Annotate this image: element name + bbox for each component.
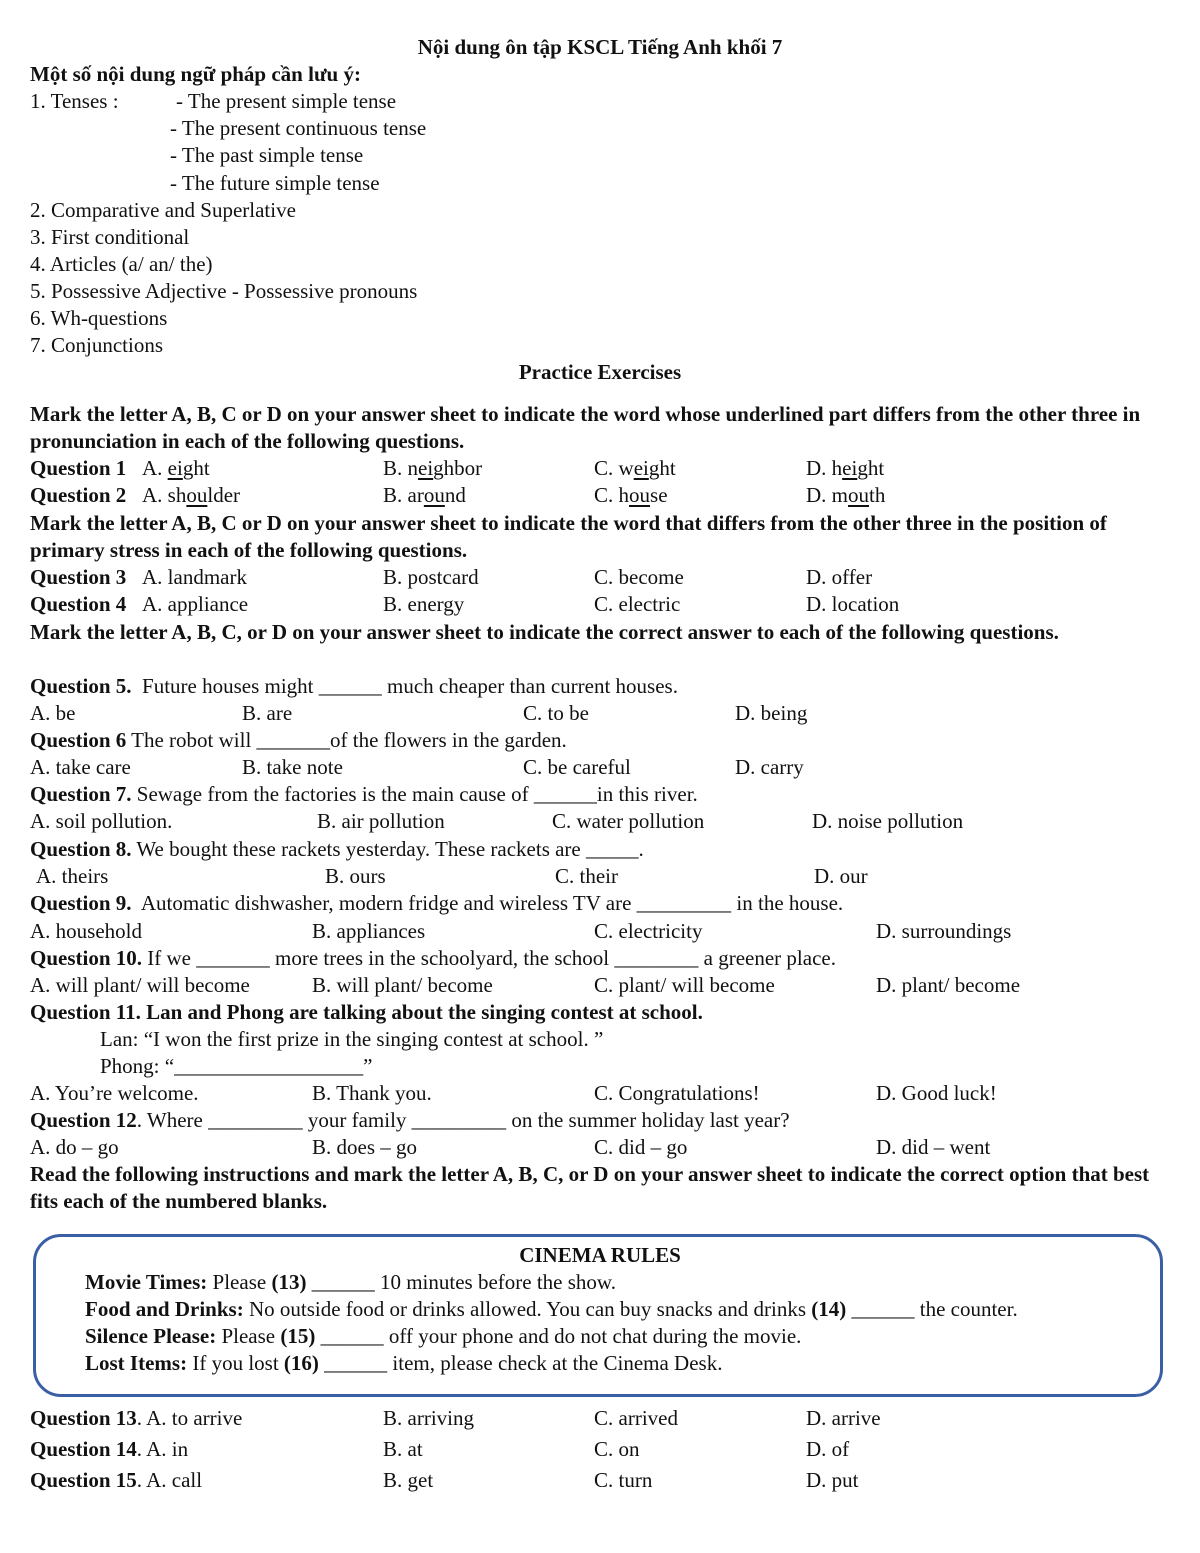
question-stem: Question 9. Automatic dishwasher, modern fridge and wireless TV are _________ in the house. [30, 891, 844, 915]
question-stem: Question 11. Lan and Phong are talking about the singing contest at school. [30, 1000, 703, 1024]
option-c: C. Congratulations! [594, 1081, 760, 1105]
option-a: A. landmark [142, 565, 247, 589]
option-c: C. house [594, 483, 668, 507]
option-c: C. did – go [594, 1135, 688, 1159]
option-b: B. postcard [383, 565, 479, 589]
option-d: D. our [814, 864, 868, 888]
option-d: D. carry [735, 755, 804, 779]
question-stem: Question 12. Where _________ your family _________ on the summer holiday last year? [30, 1108, 790, 1132]
option-a: A. theirs [36, 864, 109, 888]
option-b: B. are [242, 701, 293, 725]
option-b: B. around [383, 483, 466, 507]
option-d: D. being [735, 701, 808, 725]
option-c: C. weight [594, 456, 676, 480]
option-a: A. shoulder [142, 483, 241, 507]
option-a: A. appliance [142, 592, 249, 616]
grammar-tense-item: - The present simple tense [176, 89, 397, 113]
practice-title: Practice Exercises [518, 360, 682, 384]
option-b: B. energy [383, 592, 465, 616]
option-b: B. appliances [312, 919, 426, 943]
question-row: Question 15. A. call [30, 1468, 203, 1492]
cinema-rule: Movie Times: Please (13) ______ 10 minutes before the show. [85, 1270, 616, 1294]
option-b: B. get [383, 1468, 434, 1492]
option-d: D. put [806, 1468, 859, 1492]
cinema-rules-title: CINEMA RULES [519, 1243, 681, 1267]
dialogue-line-lan: Lan: “I won the first prize in the singing contest at school. ” [100, 1027, 604, 1051]
section-instruction: Mark the letter A, B, C, or D on your answer sheet to indicate the correct answer to each of the following questions. [30, 620, 1059, 644]
cinema-rule: Food and Drinks: No outside food or drinks allowed. You can buy snacks and drinks (14) ______ the counter. [85, 1297, 1018, 1321]
grammar-heading: Một số nội dung ngữ pháp cần lưu ý: [30, 62, 361, 86]
option-c: C. their [555, 864, 618, 888]
option-d: D. location [806, 592, 900, 616]
option-b: B. arriving [383, 1406, 474, 1430]
question-row: Question 14. A. in [30, 1437, 189, 1461]
option-b: B. will plant/ become [312, 973, 493, 997]
option-c: C. to be [523, 701, 589, 725]
question-label: Question 4 [30, 592, 127, 616]
section-instruction: Read the following instructions and mark the letter A, B, C, or D on your answer sheet to indicate the correct option that best fits each of the numbered blanks. [30, 1162, 1150, 1213]
section-instruction: Mark the letter A, B, C or D on your answer sheet to indicate the word whose underlined part differs from the other three in pronunciation in each of the following questions. [30, 402, 1141, 453]
question-stem: Question 8. We bought these rackets yesterday. These rackets are _____. [30, 837, 644, 861]
option-c: C. arrived [594, 1406, 678, 1430]
option-d: D. mouth [806, 483, 886, 507]
question-stem: Question 6 The robot will _______of the flowers in the garden. [30, 728, 567, 752]
question-label: Question 2 [30, 483, 127, 507]
option-c: C. electricity [594, 919, 703, 943]
question-label: Question 3 [30, 565, 127, 589]
option-d: D. of [806, 1437, 850, 1461]
option-d: D. Good luck! [876, 1081, 997, 1105]
option-b: B. does – go [312, 1135, 417, 1159]
question-row: Question 13. A. to arrive [30, 1406, 243, 1430]
option-d: D. height [806, 456, 885, 480]
option-d: D. surroundings [876, 919, 1012, 943]
option-b: B. take note [242, 755, 343, 779]
question-stem: Question 7. Sewage from the factories is the main cause of ______in this river. [30, 782, 698, 806]
option-c: C. become [594, 565, 684, 589]
cinema-rule: Silence Please: Please (15) ______ off your phone and do not chat during the movie. [85, 1324, 802, 1348]
option-a: A. do – go [30, 1135, 119, 1159]
option-b: B. Thank you. [312, 1081, 432, 1105]
grammar-item: 6. Wh-questions [30, 306, 168, 330]
option-b: B. air pollution [317, 809, 445, 833]
option-c: C. be careful [523, 755, 631, 779]
option-c: C. water pollution [552, 809, 705, 833]
question-stem: Question 5. Future houses might ______ much cheaper than current houses. [30, 674, 678, 698]
grammar-tenses-label: 1. Tenses : [30, 89, 119, 113]
dialogue-line-phong: Phong: “__________________” [100, 1054, 373, 1078]
section-instruction: Mark the letter A, B, C or D on your answer sheet to indicate the word that differs from the other three in the position of primary stress in each of the following questions. [30, 511, 1107, 562]
option-b: B. ours [325, 864, 386, 888]
option-a: A. You’re welcome. [30, 1081, 199, 1105]
page-title: Nội dung ôn tập KSCL Tiếng Anh khối 7 [417, 35, 783, 59]
grammar-item: 3. First conditional [30, 225, 190, 249]
option-a: A. eight [142, 456, 210, 480]
option-a: A. soil pollution. [30, 809, 173, 833]
option-a: A. be [30, 701, 76, 725]
option-a: A. take care [30, 755, 131, 779]
grammar-item: 2. Comparative and Superlative [30, 198, 296, 222]
option-d: D. offer [806, 565, 873, 589]
cinema-rule: Lost Items: If you lost (16) ______ item, please check at the Cinema Desk. [85, 1351, 723, 1375]
grammar-item: 7. Conjunctions [30, 333, 164, 357]
option-d: D. did – went [876, 1135, 991, 1159]
option-d: D. plant/ become [876, 973, 1021, 997]
option-c: C. plant/ will become [594, 973, 775, 997]
option-d: D. arrive [806, 1406, 881, 1430]
question-stem: Question 10. If we _______ more trees in the schoolyard, the school ________ a greener place. [30, 946, 836, 970]
grammar-tense-item: - The future simple tense [170, 171, 380, 195]
option-c: C. on [594, 1437, 640, 1461]
question-label: Question 1 [30, 456, 127, 480]
option-a: A. will plant/ will become [30, 973, 250, 997]
grammar-item: 5. Possessive Adjective - Possessive pronouns [30, 279, 418, 303]
option-c: C. turn [594, 1468, 653, 1492]
option-d: D. noise pollution [812, 809, 964, 833]
option-c: C. electric [594, 592, 681, 616]
grammar-item: 4. Articles (a/ an/ the) [30, 252, 213, 276]
grammar-tense-item: - The present continuous tense [170, 116, 427, 140]
option-b: B. at [383, 1437, 423, 1461]
option-b: B. neighbor [383, 456, 483, 480]
option-a: A. household [30, 919, 142, 943]
grammar-tense-item: - The past simple tense [170, 143, 364, 167]
